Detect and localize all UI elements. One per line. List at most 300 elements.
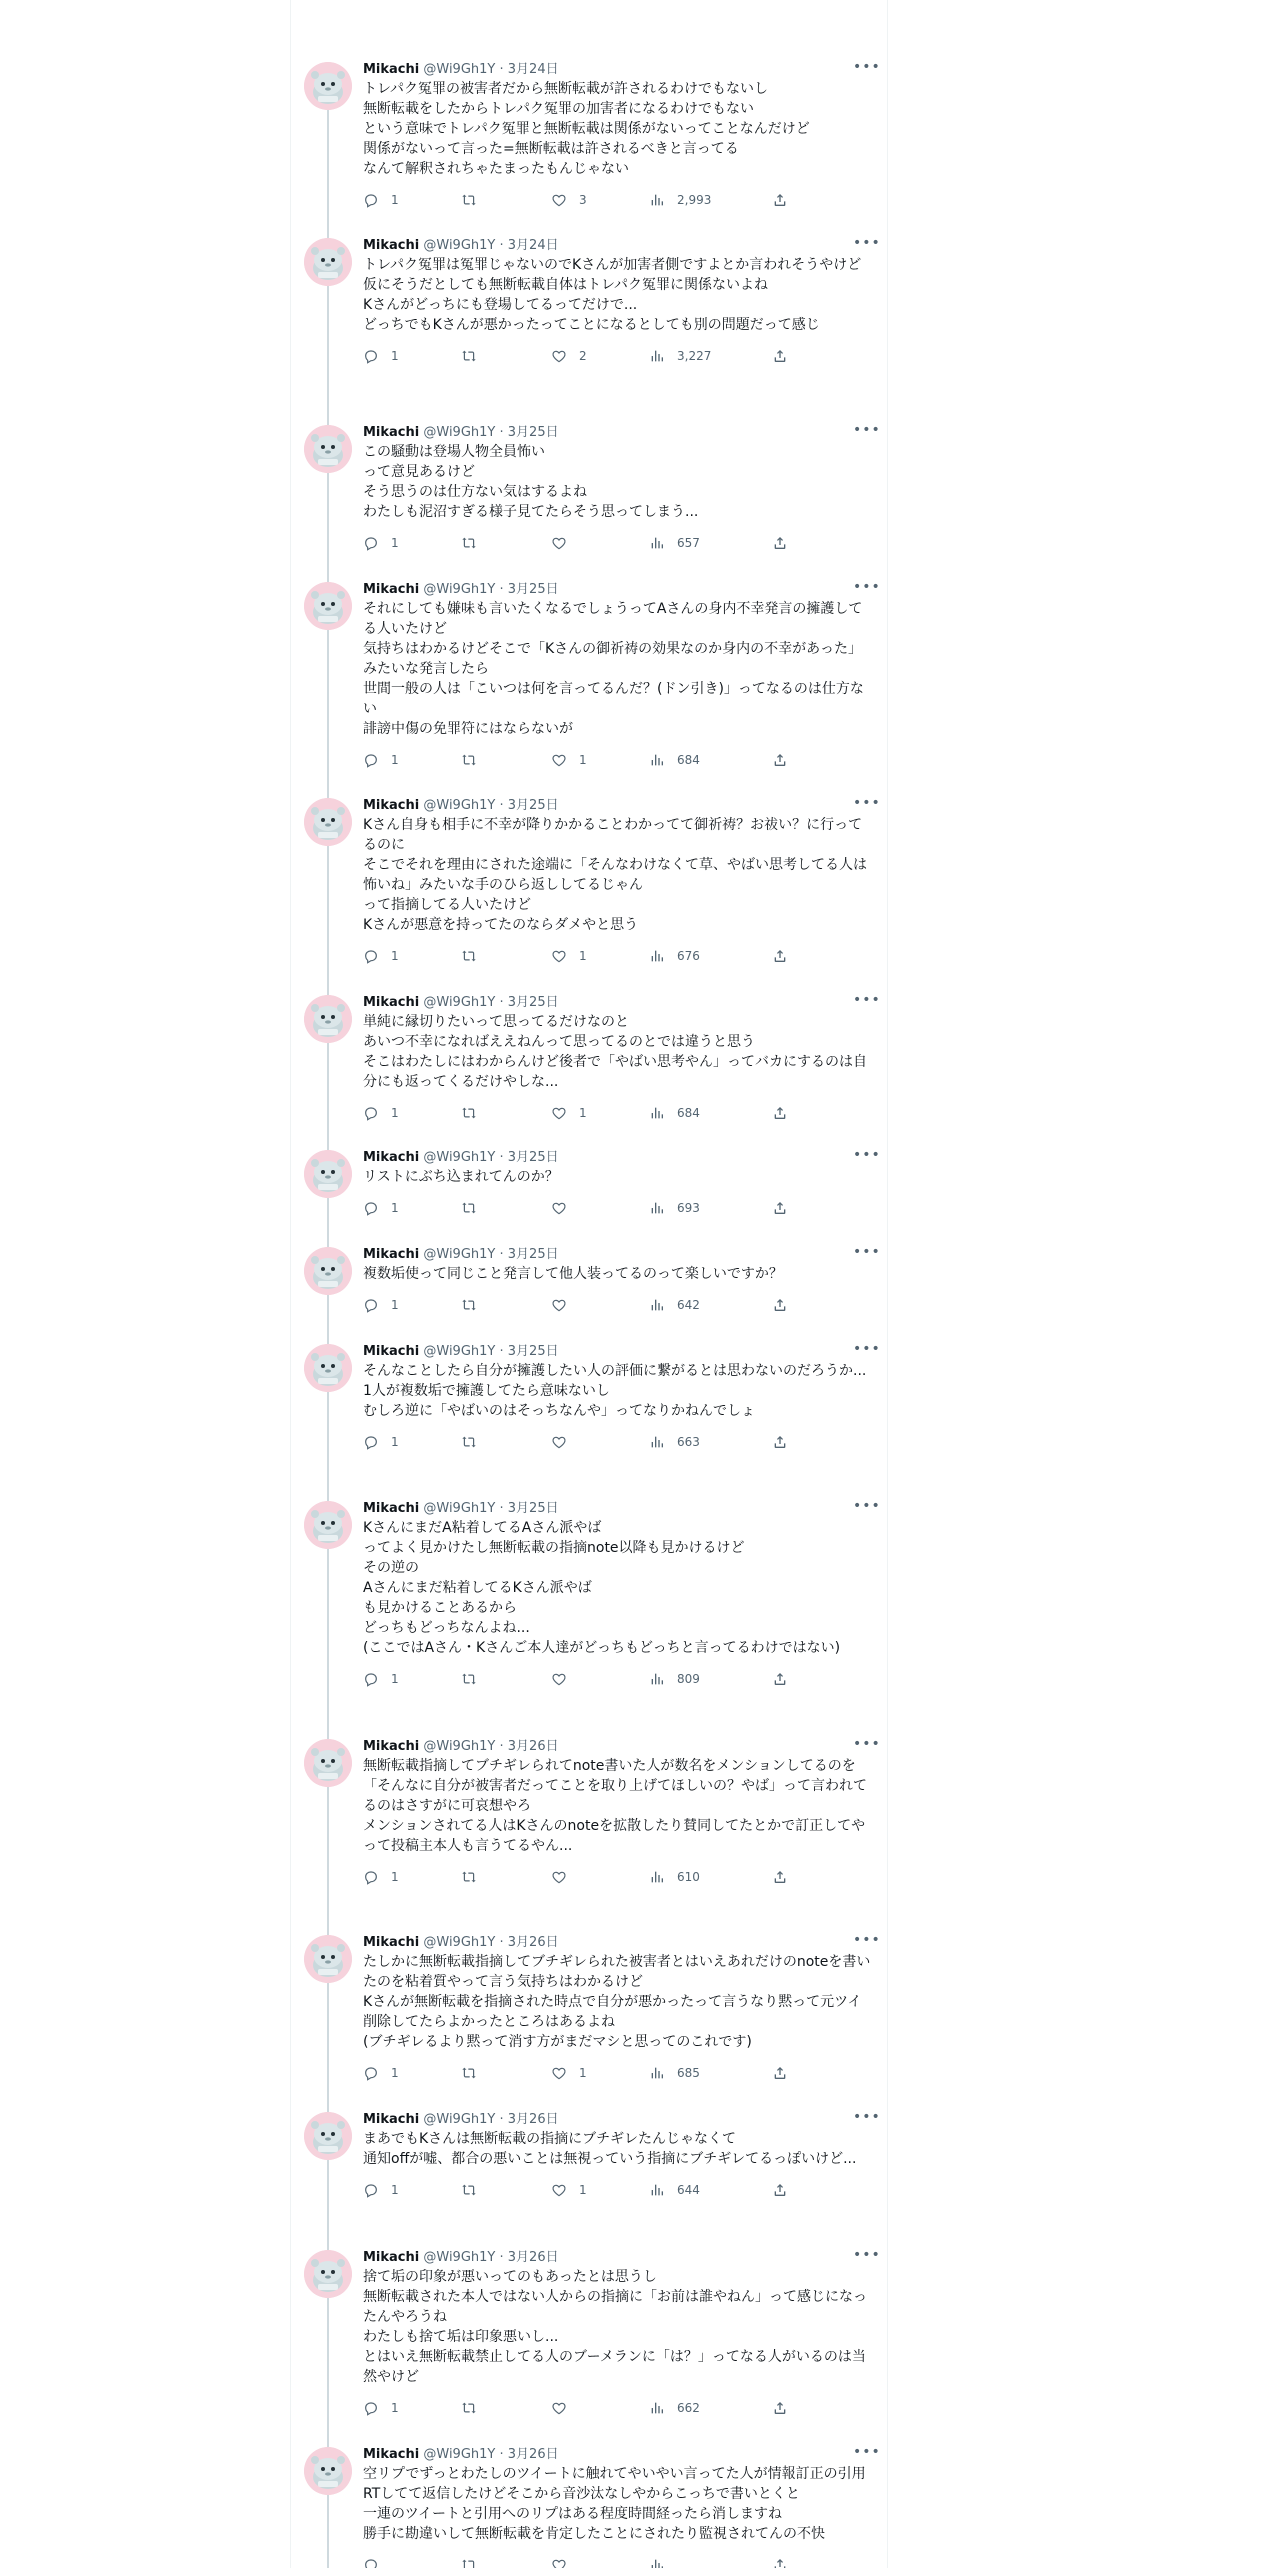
tweet-actions: [363, 534, 873, 552]
reply-count: 1: [391, 2401, 399, 2415]
tweet-date[interactable]: 3月26日: [507, 2250, 559, 2265]
tweet-text: 無断転載指摘してブチギレられてnote書いた人が数名をメンションしてるのを 「そんなに自分が被害者だってことを取り上げてほしいの？やば」って言われてるのはさすがに可哀想やろ メンションされてる人はKさんのnoteを拡散したり賛同してたとかで訂正してやって投稿主本人も言うてるやん...: [363, 1758, 867, 1854]
tweet-actions: [363, 1199, 873, 1217]
tweet-date[interactable]: 3月24日: [507, 238, 559, 253]
avatar-character-icon: [304, 1501, 352, 1549]
like-button[interactable]: [551, 1433, 579, 1451]
more-options-icon[interactable]: •••: [853, 1736, 881, 1752]
user-handle[interactable]: @Wi9Gh1Y: [423, 425, 496, 440]
user-handle[interactable]: @Wi9Gh1Y: [423, 1150, 496, 1165]
tweet-body: [363, 2109, 881, 2199]
user-handle[interactable]: @Wi9Gh1Y: [423, 582, 496, 597]
tweet-body: [363, 1147, 881, 1217]
share-button[interactable]: [772, 2181, 788, 2199]
retweet-button[interactable]: [461, 534, 489, 552]
retweet-button[interactable]: [461, 2399, 489, 2417]
display-name[interactable]: Mikachi: [363, 2447, 420, 2462]
reply-count: 1: [391, 536, 399, 550]
views-button[interactable]: [649, 1868, 700, 1886]
retweet-button[interactable]: [461, 2181, 489, 2199]
more-options-icon[interactable]: •••: [853, 1341, 881, 1357]
like-button[interactable]: [551, 2181, 587, 2199]
retweet-icon: [461, 2065, 477, 2081]
tweet-text: そんなことしたら自分が擁護したい人の評価に繋がるとは思わないのだろうか... 1人が複数垢で擁護してたら意味ないし むしろ逆に「やばいのはそっちなんや」ってなりかねんでしょ: [363, 1363, 867, 1419]
retweet-icon: [461, 192, 477, 208]
like-count: 1: [579, 2066, 587, 2080]
retweet-icon: [461, 1105, 477, 1121]
retweet-button[interactable]: [461, 1670, 489, 1688]
tweet-header: [363, 1341, 881, 1360]
views-button[interactable]: [649, 751, 700, 769]
avatar[interactable]: [304, 1501, 352, 1549]
user-handle[interactable]: @Wi9Gh1Y: [423, 1935, 496, 1950]
share-icon: [772, 752, 788, 768]
avatar[interactable]: [304, 425, 352, 473]
retweet-icon: [461, 1671, 477, 1687]
display-name[interactable]: Mikachi: [363, 1247, 420, 1262]
tweet-text: それにしても嫌味も言いたくなるでしょうってAさんの身内不幸発言の擁護してる人いたけど 気持ちはわかるけどそこで「Kさんの御祈祷の効果なのか身内の不幸があった」みたいな発言したら 世間一般の人は「こいつは何を言ってるんだ？(ドン引き)」ってなるのは仕方ない 誹謗中傷の免罪符にはならないが: [363, 601, 864, 737]
tweet-header: [363, 1147, 881, 1166]
avatar[interactable]: [304, 1150, 352, 1198]
display-name[interactable]: Mikachi: [363, 1150, 420, 1165]
tweet-body: [363, 235, 881, 365]
reply-count: 1: [391, 1435, 399, 1449]
tweet-actions: [363, 1433, 873, 1451]
tweet-actions: [363, 2399, 873, 2417]
views-chart-icon: [649, 2400, 665, 2416]
tweet-body: [363, 795, 881, 965]
more-options-icon[interactable]: •••: [853, 2247, 881, 2263]
views-count: 663: [677, 1435, 700, 1449]
views-count: 662: [677, 2401, 700, 2415]
tweet-date[interactable]: 3月26日: [507, 1739, 559, 1754]
more-options-icon[interactable]: •••: [853, 422, 881, 438]
more-options-icon[interactable]: •••: [853, 992, 881, 1008]
tweet-actions: [363, 1868, 873, 1886]
views-chart-icon: [649, 1105, 665, 1121]
more-options-icon[interactable]: •••: [853, 2109, 881, 2125]
tweet-date-separator: ·: [499, 798, 504, 813]
avatar[interactable]: [304, 1344, 352, 1392]
avatar-character-icon: [304, 995, 352, 1043]
reply-icon: [363, 1105, 379, 1121]
tweet-date[interactable]: 3月25日: [507, 1501, 559, 1516]
retweet-button[interactable]: [461, 1199, 489, 1217]
more-options-icon[interactable]: •••: [853, 1147, 881, 1163]
reply-button[interactable]: [363, 534, 399, 552]
tweet-header: [363, 235, 881, 254]
tweet-header: [363, 992, 881, 1011]
heart-icon: [551, 2065, 567, 2081]
user-handle[interactable]: @Wi9Gh1Y: [423, 798, 496, 813]
like-count: 1: [579, 949, 587, 963]
retweet-icon: [461, 752, 477, 768]
tweet-header: [363, 2247, 881, 2266]
heart-icon: [551, 1869, 567, 1885]
reply-count: 1: [391, 1201, 399, 1215]
tweet-actions: [363, 2064, 873, 2082]
display-name[interactable]: Mikachi: [363, 1501, 420, 1516]
tweet-date-separator: ·: [499, 1150, 504, 1165]
reply-icon: [363, 752, 379, 768]
user-handle[interactable]: @Wi9Gh1Y: [423, 1501, 496, 1516]
retweet-button[interactable]: [461, 347, 489, 365]
tweet-actions: [363, 347, 873, 365]
tweet-actions: [363, 2181, 873, 2199]
reply-icon: [363, 348, 379, 364]
tweet-text: 複数垢使って同じこと発言して他人装ってるのって楽しいですか？: [363, 1266, 783, 1282]
retweet-icon: [461, 535, 477, 551]
avatar-character-icon: [304, 1935, 352, 1983]
tweet-date[interactable]: 3月26日: [507, 2447, 559, 2462]
views-chart-icon: [649, 948, 665, 964]
tweet-actions: [363, 947, 873, 965]
more-options-icon[interactable]: •••: [853, 59, 881, 75]
views-button[interactable]: [649, 2556, 677, 2568]
share-button[interactable]: [772, 751, 788, 769]
more-options-icon[interactable]: •••: [853, 795, 881, 811]
tweet-date[interactable]: 3月26日: [507, 2112, 559, 2127]
share-icon: [772, 948, 788, 964]
views-count: 684: [677, 1106, 700, 1120]
like-button[interactable]: [551, 751, 587, 769]
tweet-header: [363, 2444, 881, 2463]
avatar[interactable]: [304, 62, 352, 110]
retweet-icon: [461, 2182, 477, 2198]
retweet-button[interactable]: [461, 1868, 489, 1886]
share-button[interactable]: [772, 2399, 788, 2417]
user-handle[interactable]: @Wi9Gh1Y: [423, 2447, 496, 2462]
user-handle[interactable]: @Wi9Gh1Y: [423, 62, 496, 77]
views-count: 657: [677, 536, 700, 550]
tweet-header: [363, 422, 881, 441]
views-count: 3,227: [677, 349, 712, 363]
tweet-text: KさんにまだA粘着してるAさん派やば ってよく見かけたし無断転載の指摘note以降も見かけるけど その逆の Aさんにまだ粘着してるKさん派やば も見かけることあるから どっちもどっちなんよね... (ここではAさん・Kさんご本人達がどっちもどっちと言ってるわけではない): [363, 1520, 841, 1656]
share-button[interactable]: [772, 1433, 788, 1451]
tweet-date-separator: ·: [499, 2447, 504, 2462]
tweet-header: [363, 1244, 881, 1263]
avatar-character-icon: [304, 798, 352, 846]
reply-icon: [363, 2557, 379, 2568]
display-name[interactable]: Mikachi: [363, 798, 420, 813]
reply-button[interactable]: [363, 2064, 399, 2082]
tweet-date-separator: ·: [499, 1935, 504, 1950]
tweet-text: リストにぶち込まれてんのか？: [363, 1169, 559, 1185]
share-button[interactable]: [772, 347, 788, 365]
views-button[interactable]: [649, 1670, 700, 1688]
reply-button[interactable]: [363, 751, 399, 769]
reply-icon: [363, 2065, 379, 2081]
like-count: 1: [579, 753, 587, 767]
heart-icon: [551, 192, 567, 208]
reply-icon: [363, 1200, 379, 1216]
reply-count: 1: [391, 2183, 399, 2197]
like-button[interactable]: [551, 1868, 579, 1886]
like-button[interactable]: [551, 1296, 579, 1314]
share-button[interactable]: [772, 2556, 788, 2568]
tweet-text: トレパク冤罪の被害者だから無断転載が許されるわけでもないし 無断転載をしたからトレパク冤罪の加害者になるわけでもない という意味でトレパク冤罪と無断転載は関係がないってことなんだけど 関係がないって言った=無断転載は許されるべきと言ってる なんて解釈されちゃたまったもんじゃない: [363, 81, 810, 177]
tweet-actions: [363, 1670, 873, 1688]
avatar[interactable]: [304, 2447, 352, 2495]
display-name[interactable]: Mikachi: [363, 1739, 420, 1754]
like-button[interactable]: [551, 534, 579, 552]
views-count: 644: [677, 2183, 700, 2197]
tweet-text: 単純に縁切りたいって思ってるだけなのと あいつ不幸になればええねんって思ってるのとでは違うと思う そこはわたしにはわからんけど後者で「やばい思考やん」ってバカにするのは自分にも返ってくるだけやしな...: [363, 1014, 867, 1090]
reply-button[interactable]: [363, 1104, 399, 1122]
reply-count: 1: [391, 753, 399, 767]
tweet-date[interactable]: 3月25日: [507, 1150, 559, 1165]
reply-count: 1: [391, 193, 399, 207]
retweet-icon: [461, 348, 477, 364]
like-button[interactable]: [551, 947, 587, 965]
views-button[interactable]: [649, 2064, 700, 2082]
views-button[interactable]: [649, 947, 700, 965]
tweet-text: Kさん自身も相手に不幸が降りかかることわかってて御祈祷？お祓い？に行ってるのに そこでそれを理由にされた途端に「そんなわけなくて草、やばい思考してる人は怖いね」みたいな手のひら返ししてるじゃん って指摘してる人いたけど Kさんが悪意を持ってたのならダメやと思う: [363, 817, 867, 933]
share-button[interactable]: [772, 1104, 788, 1122]
views-chart-icon: [649, 192, 665, 208]
views-button[interactable]: [649, 2181, 700, 2199]
reply-count: 1: [391, 949, 399, 963]
tweet-actions: [363, 1104, 873, 1122]
retweet-button[interactable]: [461, 1104, 489, 1122]
like-button[interactable]: [551, 191, 587, 209]
user-handle[interactable]: @Wi9Gh1Y: [423, 238, 496, 253]
tweet-date[interactable]: 3月24日: [507, 62, 559, 77]
tweet-date[interactable]: 3月25日: [507, 425, 559, 440]
views-button[interactable]: [649, 534, 700, 552]
reply-button[interactable]: [363, 191, 399, 209]
avatar[interactable]: [304, 1739, 352, 1787]
views-button[interactable]: [649, 1104, 700, 1122]
display-name[interactable]: Mikachi: [363, 62, 420, 77]
reply-button[interactable]: [363, 1433, 399, 1451]
avatar[interactable]: [304, 2112, 352, 2160]
like-button[interactable]: [551, 2064, 587, 2082]
retweet-button[interactable]: [461, 2556, 489, 2568]
reply-button[interactable]: [363, 1199, 399, 1217]
tweet-date[interactable]: 3月25日: [507, 1344, 559, 1359]
retweet-icon: [461, 1200, 477, 1216]
reply-icon: [363, 1869, 379, 1885]
views-button[interactable]: [649, 1199, 700, 1217]
timeline-column: [290, 0, 888, 2568]
views-count: 610: [677, 1870, 700, 1884]
views-count: 685: [677, 2066, 700, 2080]
avatar-character-icon: [304, 425, 352, 473]
heart-icon: [551, 2557, 567, 2568]
tweet-date-separator: ·: [499, 62, 504, 77]
tweet-header: [363, 59, 881, 78]
tweet-date-separator: ·: [499, 582, 504, 597]
avatar-character-icon: [304, 1739, 352, 1787]
reply-button[interactable]: [363, 1296, 399, 1314]
retweet-button[interactable]: [461, 1296, 489, 1314]
views-button[interactable]: [649, 347, 711, 365]
display-name[interactable]: Mikachi: [363, 238, 420, 253]
share-button[interactable]: [772, 1868, 788, 1886]
tweet-header: [363, 1498, 881, 1517]
share-icon: [772, 1200, 788, 1216]
share-button[interactable]: [772, 1199, 788, 1217]
reply-button[interactable]: [363, 2399, 399, 2417]
more-options-icon[interactable]: •••: [853, 235, 881, 251]
reply-icon: [363, 948, 379, 964]
like-count: 1: [579, 2183, 587, 2197]
share-icon: [772, 1869, 788, 1885]
views-chart-icon: [649, 2182, 665, 2198]
tweet-body: [363, 1244, 881, 1314]
tweet-body: [363, 992, 881, 1122]
share-icon: [772, 192, 788, 208]
tweet-actions: [363, 1296, 873, 1314]
like-button[interactable]: [551, 2556, 579, 2568]
tweet-date-separator: ·: [499, 1739, 504, 1754]
views-button[interactable]: [649, 191, 711, 209]
avatar[interactable]: [304, 238, 352, 286]
tweet-text: この騒動は登場人物全員怖い って意見あるけど そう思うのは仕方ない気はするよね わたしも泥沼すぎる様子見てたらそう思ってしまう...: [363, 444, 699, 520]
views-chart-icon: [649, 2557, 665, 2568]
display-name[interactable]: Mikachi: [363, 582, 420, 597]
reply-button[interactable]: [363, 1868, 399, 1886]
more-options-icon[interactable]: •••: [853, 1498, 881, 1514]
user-handle[interactable]: @Wi9Gh1Y: [423, 1247, 496, 1262]
avatar[interactable]: [304, 1247, 352, 1295]
share-button[interactable]: [772, 2064, 788, 2082]
views-count: 809: [677, 1672, 700, 1686]
more-options-icon[interactable]: •••: [853, 1244, 881, 1260]
like-button[interactable]: [551, 1199, 579, 1217]
heart-icon: [551, 2182, 567, 2198]
views-chart-icon: [649, 1200, 665, 1216]
like-button[interactable]: [551, 1104, 587, 1122]
reply-icon: [363, 1297, 379, 1313]
heart-icon: [551, 948, 567, 964]
tweet-date[interactable]: 3月25日: [507, 1247, 559, 1262]
tweet-date-separator: ·: [499, 425, 504, 440]
avatar[interactable]: [304, 1935, 352, 1983]
retweet-button[interactable]: [461, 1433, 489, 1451]
user-handle[interactable]: @Wi9Gh1Y: [423, 995, 496, 1010]
views-count: 693: [677, 1201, 700, 1215]
display-name[interactable]: Mikachi: [363, 1935, 420, 1950]
avatar[interactable]: [304, 798, 352, 846]
like-button[interactable]: [551, 347, 587, 365]
tweet-body: [363, 2247, 881, 2417]
display-name[interactable]: Mikachi: [363, 2112, 420, 2127]
share-button[interactable]: [772, 947, 788, 965]
display-name[interactable]: Mikachi: [363, 425, 420, 440]
share-button[interactable]: [772, 534, 788, 552]
like-count: 2: [579, 349, 587, 363]
more-options-icon[interactable]: •••: [853, 1932, 881, 1948]
share-icon: [772, 535, 788, 551]
tweet-date[interactable]: 3月25日: [507, 798, 559, 813]
more-options-icon[interactable]: •••: [853, 579, 881, 595]
retweet-button[interactable]: [461, 2064, 489, 2082]
avatar[interactable]: [304, 995, 352, 1043]
user-handle[interactable]: @Wi9Gh1Y: [423, 2250, 496, 2265]
like-button[interactable]: [551, 1670, 579, 1688]
reply-button[interactable]: [363, 947, 399, 965]
share-icon: [772, 348, 788, 364]
heart-icon: [551, 2400, 567, 2416]
tweet-body: [363, 59, 881, 209]
views-button[interactable]: [649, 1296, 700, 1314]
tweet-body: [363, 2444, 881, 2568]
retweet-button[interactable]: [461, 191, 489, 209]
share-icon: [772, 2557, 788, 2568]
views-button[interactable]: [649, 2399, 700, 2417]
share-icon: [772, 2182, 788, 2198]
share-icon: [772, 1105, 788, 1121]
avatar-character-icon: [304, 2250, 352, 2298]
more-options-icon[interactable]: •••: [853, 2444, 881, 2460]
tweet-date[interactable]: 3月26日: [507, 1935, 559, 1950]
tweet-body: [363, 1341, 881, 1451]
views-chart-icon: [649, 1869, 665, 1885]
user-handle[interactable]: @Wi9Gh1Y: [423, 1344, 496, 1359]
tweet-body: [363, 1736, 881, 1886]
views-chart-icon: [649, 1297, 665, 1313]
tweet-date[interactable]: 3月25日: [507, 582, 559, 597]
heart-icon: [551, 752, 567, 768]
tweet-date-separator: ·: [499, 238, 504, 253]
share-button[interactable]: [772, 1670, 788, 1688]
views-button[interactable]: [649, 1433, 700, 1451]
reply-button[interactable]: [363, 347, 399, 365]
like-button[interactable]: [551, 2399, 579, 2417]
display-name[interactable]: Mikachi: [363, 995, 420, 1010]
tweet-text: 空リプでずっとわたしのツイートに触れてやいやい言ってた人が情報訂正の引用RTしてて返信したけどそこから音沙汰なしやからこっちで書いとくと 一連のツイートと引用へのリプはある程度時間経ったら消しますね 勝手に勘違いして無断転載を肯定したことにされたり監視されてんの不快: [363, 2466, 866, 2542]
share-button[interactable]: [772, 191, 788, 209]
reply-icon: [363, 1434, 379, 1450]
tweet-date[interactable]: 3月25日: [507, 995, 559, 1010]
user-handle[interactable]: @Wi9Gh1Y: [423, 2112, 496, 2127]
avatar[interactable]: [304, 2250, 352, 2298]
reply-icon: [363, 1671, 379, 1687]
reply-button[interactable]: [363, 2556, 391, 2568]
heart-icon: [551, 1671, 567, 1687]
avatar-character-icon: [304, 1247, 352, 1295]
share-button[interactable]: [772, 1296, 788, 1314]
reply-count: 1: [391, 1672, 399, 1686]
tweet-actions: [363, 191, 873, 209]
views-chart-icon: [649, 752, 665, 768]
retweet-button[interactable]: [461, 947, 489, 965]
reply-count: 1: [391, 1298, 399, 1312]
avatar[interactable]: [304, 582, 352, 630]
tweet-text: トレパク冤罪は冤罪じゃないのでKさんが加害者側ですよとか言われそうやけど 仮にそうだとしても無断転載自体はトレパク冤罪に関係ないよね Kさんがどっちにも登場してるってだけで... どっちでもKさんが悪かったってことになるとしても別の問題だって感じ: [363, 257, 862, 333]
retweet-icon: [461, 1434, 477, 1450]
views-chart-icon: [649, 348, 665, 364]
tweet-date-separator: ·: [499, 1344, 504, 1359]
retweet-icon: [461, 1297, 477, 1313]
avatar-character-icon: [304, 2447, 352, 2495]
reply-button[interactable]: [363, 1670, 399, 1688]
heart-icon: [551, 348, 567, 364]
share-icon: [772, 2400, 788, 2416]
retweet-icon: [461, 2557, 477, 2568]
user-handle[interactable]: @Wi9Gh1Y: [423, 1739, 496, 1754]
reply-button[interactable]: [363, 2181, 399, 2199]
reply-count: 1: [391, 1870, 399, 1884]
tweet-header: [363, 795, 881, 814]
display-name[interactable]: Mikachi: [363, 2250, 420, 2265]
views-chart-icon: [649, 535, 665, 551]
retweet-button[interactable]: [461, 751, 489, 769]
display-name[interactable]: Mikachi: [363, 1344, 420, 1359]
retweet-icon: [461, 948, 477, 964]
